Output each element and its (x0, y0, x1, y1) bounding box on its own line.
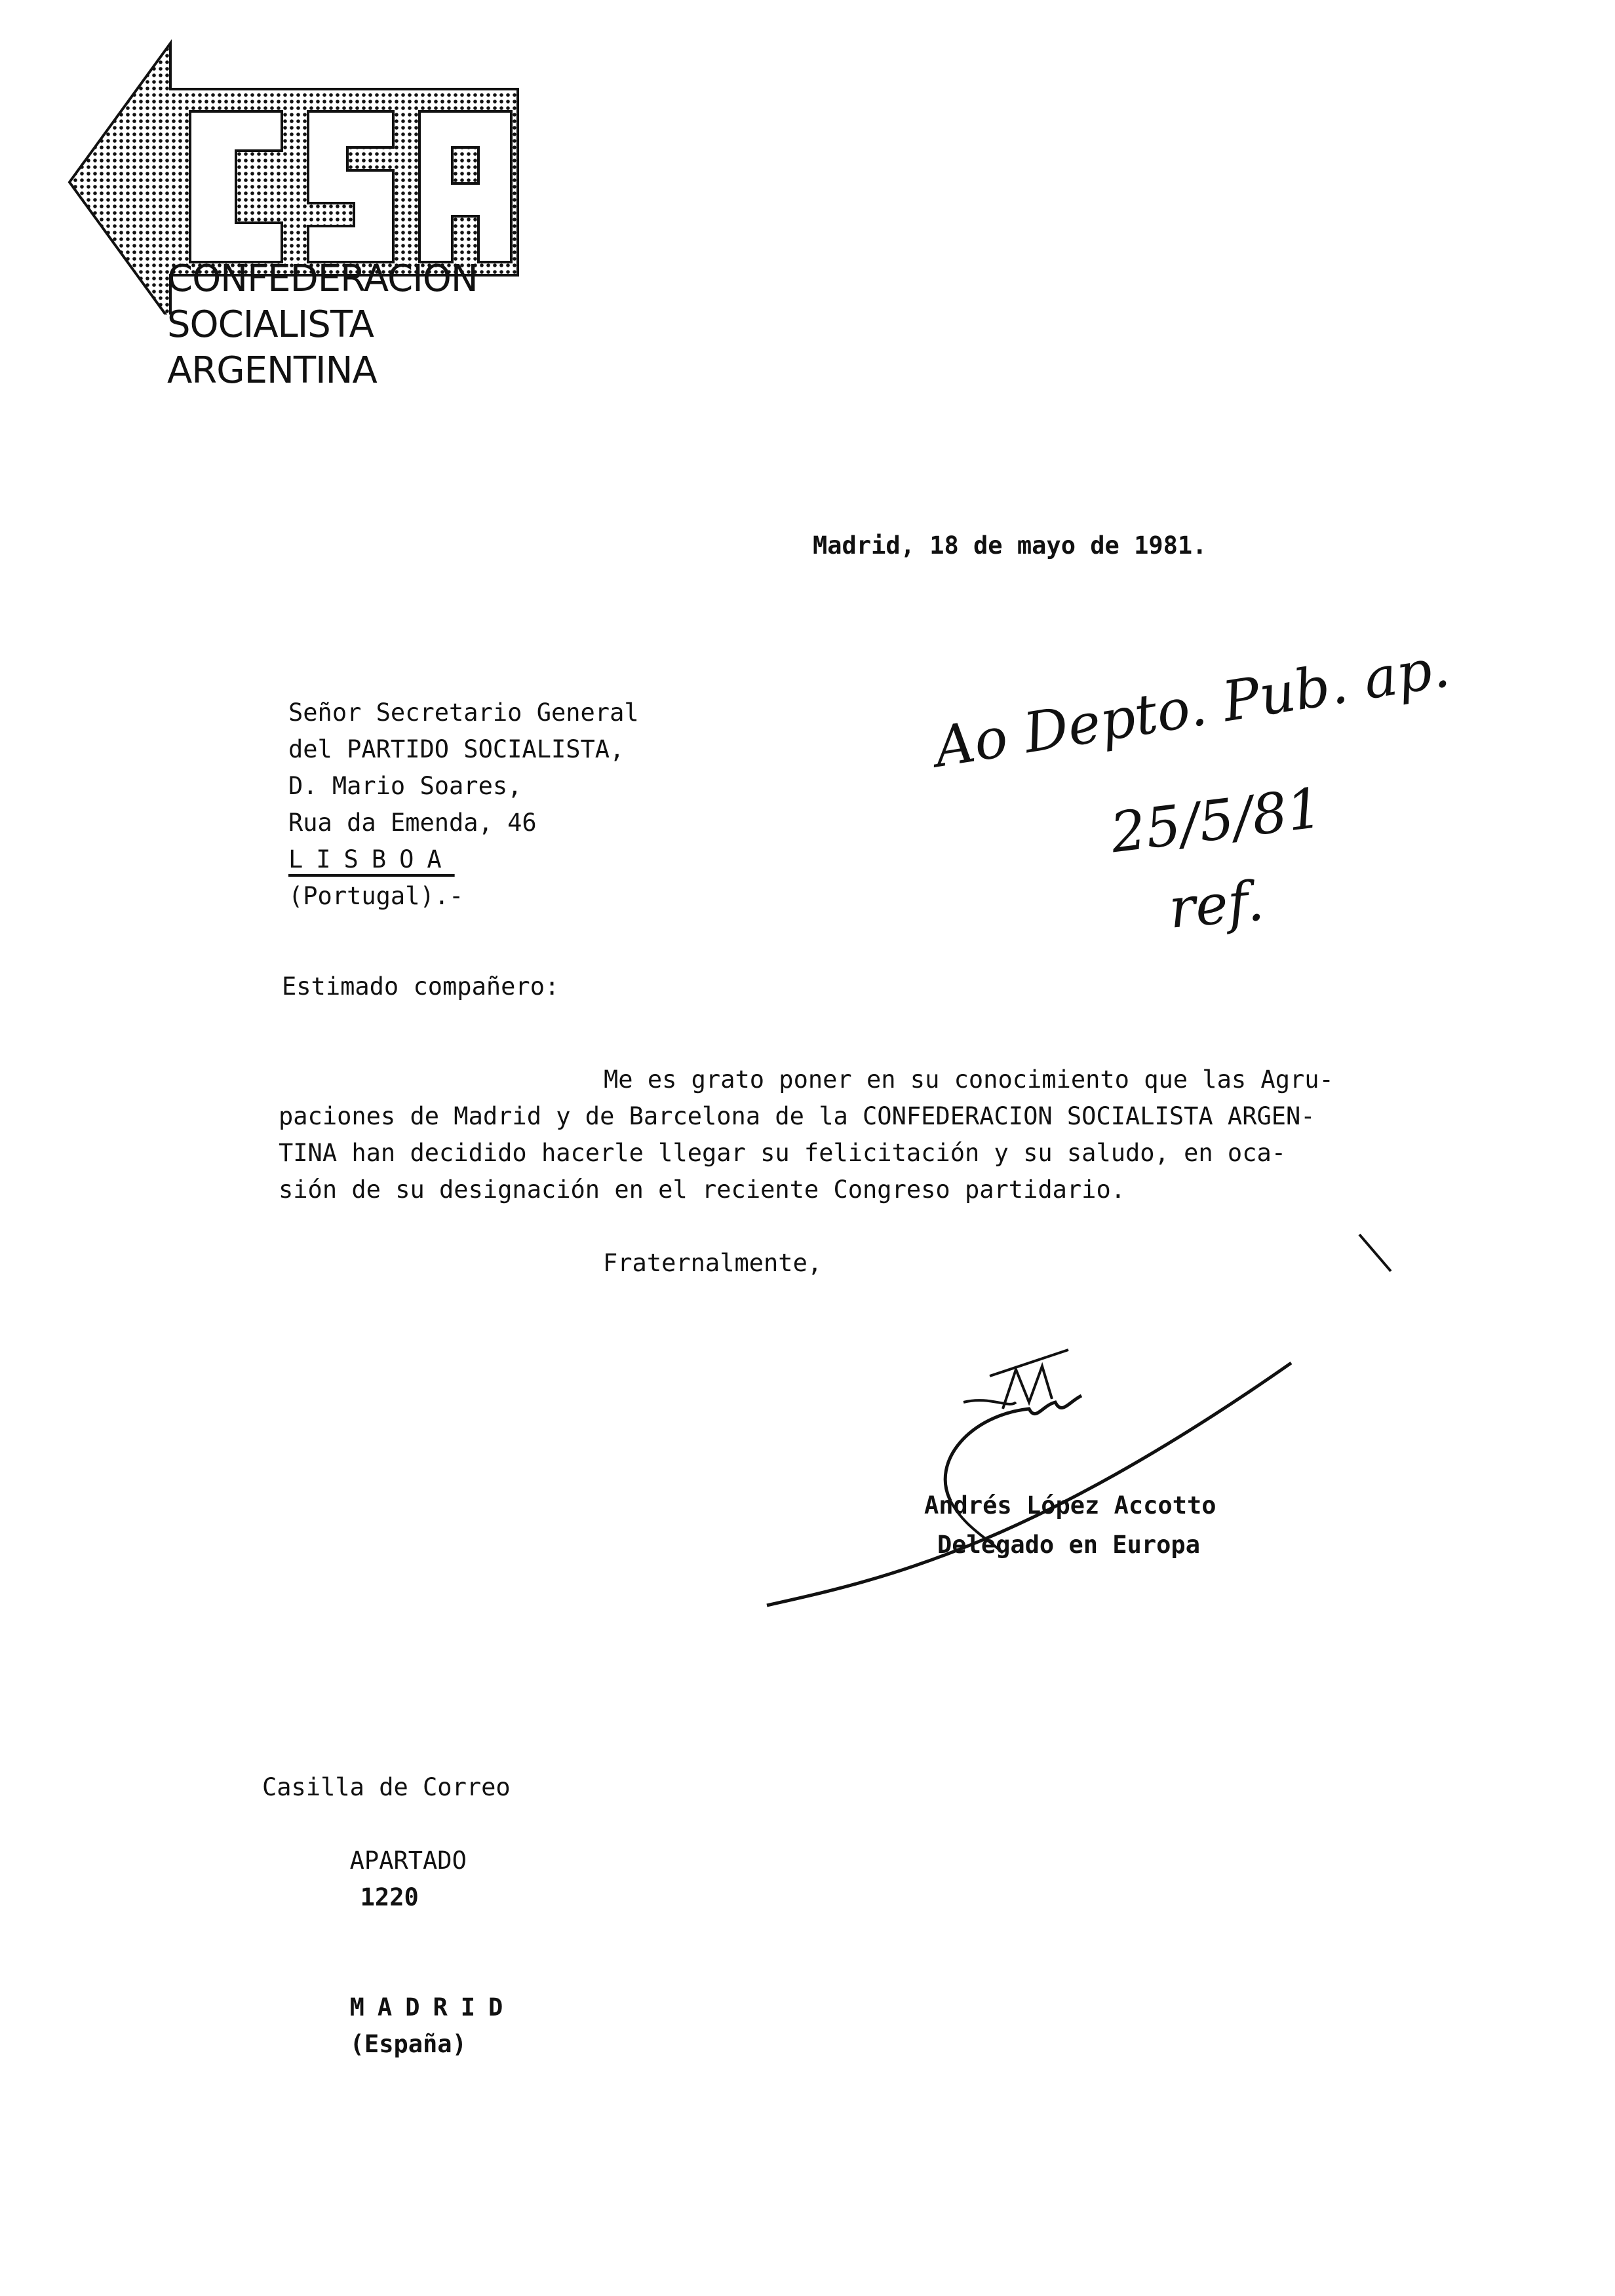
pen-mark-icon (1357, 1232, 1396, 1278)
signer-name: Andrés López Accotto (924, 1491, 1216, 1520)
return-country: (España) (349, 2030, 467, 2058)
return-address-line: Casilla de Correo (262, 1773, 511, 1801)
apartado-label: APARTADO (349, 1846, 467, 1875)
body-line: Me es grato poner en su conocimiento que las Agru- (604, 1065, 1334, 1094)
return-city: MADRID (349, 1993, 516, 2021)
body-line: sión de su designación en el reciente Congreso partidario. (279, 1176, 1126, 1204)
date-line: Madrid, 18 de mayo de 1981. (813, 531, 1207, 560)
recipient-line: Rua da Emenda, 46 (288, 809, 537, 837)
org-name-line2: SOCIALISTA (167, 303, 374, 346)
closing: Fraternalmente, (603, 1249, 823, 1277)
signer-title: Delegado en Europa (937, 1531, 1200, 1559)
recipient-line: Señor Secretario General (288, 698, 639, 727)
recipient-country: (Portugal).- (288, 882, 464, 910)
org-name-line3: ARGENTINA (167, 349, 377, 392)
org-name-line1: CONFEDERACION (167, 258, 478, 300)
return-address (262, 1769, 516, 2099)
handwritten-note-line3: ref. (1166, 868, 1267, 941)
recipient-line: del PARTIDO SOCIALISTA, (288, 735, 625, 763)
recipient-city: LISBOA (288, 845, 455, 873)
signature-icon (754, 1330, 1304, 1625)
recipient-line: D. Mario Soares, (288, 772, 522, 800)
letterhead (66, 39, 537, 406)
handwritten-note-line2: 25/5/81 (1107, 775, 1326, 866)
apartado-number: 1220 (360, 1883, 419, 1911)
letter-body (279, 1062, 1334, 1208)
body-line: TINA han decidido hacerle llegar su felicitación y su saludo, en oca- (279, 1139, 1287, 1167)
salutation: Estimado compañero: (282, 972, 560, 1001)
handwritten-note-line1: Ao Depto. Pub. ap. (929, 634, 1454, 780)
recipient-block (288, 695, 639, 915)
body-line: paciones de Madrid y de Barcelona de la CONFEDERACION SOCIALISTA ARGEN- (279, 1102, 1315, 1130)
